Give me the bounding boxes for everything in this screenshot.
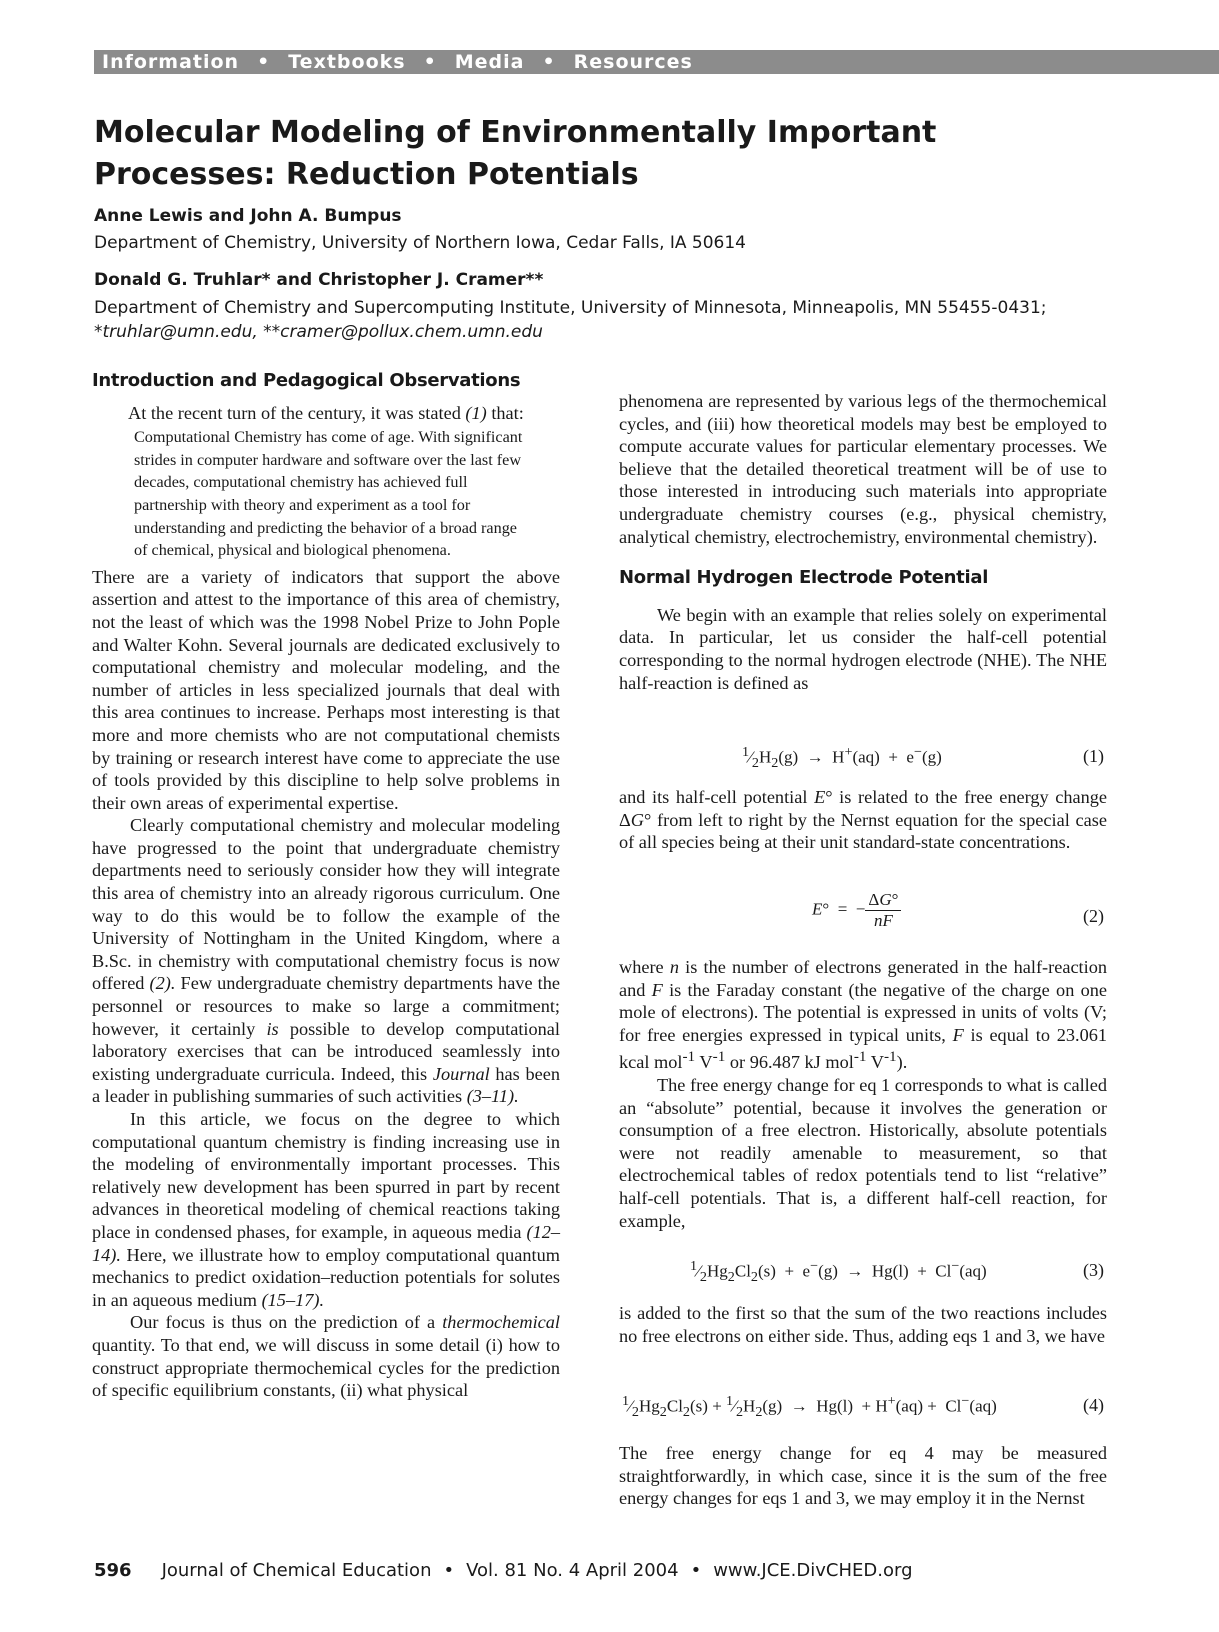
- article-title: [94, 112, 1094, 196]
- journal-volume: Vol. 81 No. 4 April 2004: [466, 1560, 679, 1581]
- section-heading-nhe: Normal Hydrogen Electrode Potential: [619, 567, 989, 589]
- citation-ref: (1): [465, 402, 487, 423]
- nav-separator-dot: •: [257, 51, 271, 73]
- paragraph-text: has been a leader in publishing summaries of such activities: [92, 1063, 560, 1107]
- affiliation-2: [94, 296, 1174, 344]
- citation-ref: (12–14).: [92, 1221, 560, 1265]
- page-number: 596: [94, 1560, 132, 1581]
- intro-text: At the recent turn of the century, it was stated: [128, 402, 466, 423]
- paragraph-text: from left to right by the Nernst equation for the special case of all species being at their unit standard-state concentrations.: [619, 809, 1107, 853]
- author-emails: *truhlar@umn.edu, **cramer@pollux.chem.umn.edu: [94, 322, 543, 342]
- equation-number: (3): [1083, 1260, 1104, 1280]
- body-paragraph: is added to the first so that the sum of the two reactions includes no free electrons on either side. Thus, adding eqs 1 and 3, we have: [619, 1303, 1107, 1346]
- paragraph-text: Clearly computational chemistry and molecular modeling have progressed to the point that undergraduate chemistry departments need to seriously consider how they will integrate this area of chemistry into an already rigorous curriculum. One way to do this would be to follow the example of the University of Nottingham in the United Kingdom, where a B.Sc. in chemistry with computational chemistry focus is now offered: [92, 815, 560, 994]
- paragraph-text: is the number of electrons generated in the half-reaction and: [619, 957, 1107, 1000]
- paragraph-text: where: [619, 957, 670, 977]
- nav-item-resources: Resources: [573, 51, 693, 73]
- emphasis-text: is: [266, 1018, 279, 1039]
- variable: F: [651, 979, 663, 1000]
- article-title-line1: Molecular Modeling of Environmentally Important: [94, 115, 937, 150]
- equation-number: (1): [1083, 746, 1104, 766]
- journal-url[interactable]: www.JCE.DivCHED.org: [713, 1560, 913, 1581]
- body-paragraph: There are a variety of indicators that support the above assertion and attest to the importance of this area of chemistry, not the least of which was the 1998 Nobel Prize to John Pople and Walter Kohn. Several journals are dedicated exclusively to computational chemistry and molecular modeling, and the number of articles in less specialized journals that deal with this area continues to increase. Perhaps most interesting is that more and more chemists who are not computational chemists by training or research interest have come to appreciate the use of tools provided by this discipline to help solve problems in their own areas of experimental expertise.: [92, 566, 560, 813]
- body-paragraph: where n is the number of electrons generated in the half-reaction and F is the Faraday constant (the negative of the charge on one mole of electrons). The potential is expressed in units of volts (V; for free energies expressed in typical units, F is equal to 23.061 kcal mol$^{-1}$ $V^{-1}$ or 96.487 kJ mol$^{-1}$ $V^{-1}$).: [619, 957, 1107, 1073]
- intro-text: that:: [486, 402, 524, 423]
- citation-ref: (3–11).: [466, 1086, 519, 1107]
- paragraph-text: is the Faraday constant (the negative of the charge on one mole of electrons). The potential is expressed in units of volts (V; for free energies expressed in typical units,: [619, 979, 1107, 1045]
- nav-separator-dot: •: [542, 51, 556, 73]
- equation-4: $^1⁄_2Hg_2Cl_2(s)$ + $^1⁄_2H_2(g) \to Hg(l) + H^+(aq) + Cl^-(aq)$: [622, 1393, 997, 1421]
- citation-ref: (2).: [149, 973, 176, 994]
- right-column-top: [619, 390, 1107, 694]
- equation-number: (2): [1083, 906, 1104, 926]
- paragraph-text: is equal to 23.061 kcal mol: [619, 1024, 1107, 1073]
- variable: F: [952, 1024, 964, 1045]
- footer-separator-dot: •: [690, 1560, 702, 1581]
- right-column-block3: [619, 956, 1107, 1232]
- header-nav-bar: [94, 50, 1219, 74]
- equation-2: E° = − $\frac{\Delta G^\circ}{nF}$: [812, 890, 901, 931]
- nav-item-textbooks: Textbooks: [288, 51, 406, 73]
- equation-3: $^1⁄_2Hg_2Cl_2(s) + e^-(g) \to Hg(l) + Cl^-(aq)$: [690, 1258, 987, 1286]
- block-quote: Computational Chemistry has come of age. With significant strides in computer hardware and software over the last few decades, computational chemistry has achieved full partnership with theory and experiment as a tool for understanding and predicting the behavior of a broad range of chemical, physical and biological phenomena.: [134, 428, 523, 560]
- paragraph-text: and its half-cell potential: [619, 787, 815, 807]
- article-title-line2: Processes: Reduction Potentials: [94, 157, 639, 192]
- author-group-2: Donald G. Truhlar* and Christopher J. Cramer**: [94, 270, 544, 290]
- footer-separator-dot: •: [443, 1560, 455, 1581]
- nav-item-information: Information: [102, 51, 240, 73]
- nav-separator-dot: •: [423, 51, 437, 73]
- body-paragraph: We begin with an example that relies solely on experimental data. In particular, let us consider the half-cell potential corresponding to the normal hydrogen electrode (NHE). The NHE half-reaction is defined as: [619, 604, 1107, 693]
- equation-1: $^1⁄_2H_2(g) \to H^+(aq) + e^-(g)$: [742, 744, 942, 772]
- paragraph-text: Few undergraduate chemistry departments have the personnel or resources to make so large a commitment; however, it certainly: [92, 973, 560, 1039]
- citation-ref: (15–17).: [261, 1289, 325, 1310]
- affiliation-2-text: Department of Chemistry and Supercomputing Institute, University of Minnesota, Minneapolis, MN 55455-0431;: [94, 298, 1047, 318]
- body-paragraph: [92, 1311, 560, 1401]
- paragraph-text: ).: [896, 1052, 908, 1073]
- body-paragraph: [92, 1108, 560, 1311]
- journal-name: Journal of Chemical Education: [161, 1560, 432, 1581]
- body-paragraph: The free energy change for eq 4 may be measured straightforwardly, in which case, since it is the sum of the free energy changes for eqs 1 and 3, we may employ it in the Nernst: [619, 1443, 1107, 1509]
- nav-item-media: Media: [454, 51, 525, 73]
- paragraph-text: In this article, we focus on the degree to which computational quantum chemistry is finding increasing use in the modeling of environmentally important processes. This relatively new development has been spurred in part by recent advances in theoretical modeling of chemical reactions taking place in condensed phases, for example, in aqueous media: [92, 1109, 560, 1242]
- emphasis-text: Journal: [432, 1063, 490, 1084]
- emphasis-text: thermochemical: [442, 1312, 560, 1333]
- right-column-block5: [619, 1442, 1107, 1510]
- paragraph-text: Here, we illustrate how to employ computational quantum mechanics to predict oxidation–reduction potentials for solutes in an aqueous medium: [92, 1244, 560, 1310]
- intro-paragraph: [92, 402, 560, 425]
- paragraph-text: quantity. To that end, we will discuss in some detail (i) how to construct appropriate thermochemical cycles for the prediction of specific equilibrium constants, (ii) what physical: [92, 1334, 560, 1401]
- paragraph-text: V: [695, 1052, 713, 1073]
- body-paragraph: The free energy change for eq 1 corresponds to what is called an “absolute” potential, because it involves the generation or consumption of a free electron. Historically, absolute potentials were not readily amenable to measurement, so that electrochemical tables of redox potentials tend to list “relative” half-cell potentials. That is, a different half-cell reaction, for example,: [619, 1075, 1107, 1231]
- body-paragraph: phenomena are represented by various legs of the thermochemical cycles, and (iii) how theoretical models may best be employed to compute accurate values for particular elementary processes. We believe that the detailed theoretical treatment will be of use to those interested in introducing such materials into appropriate undergraduate chemistry courses (e.g., physical chemistry, analytical chemistry, electrochemistry, environmental chemistry).: [619, 391, 1107, 547]
- section-heading-introduction: Introduction and Pedagogical Observations: [92, 370, 521, 391]
- variable: n: [669, 957, 679, 977]
- author-group-1: Anne Lewis and John A. Bumpus: [94, 206, 402, 226]
- equation-number: (4): [1083, 1395, 1104, 1415]
- paragraph-text: or 96.487 kJ mol: [725, 1052, 854, 1073]
- body-paragraph: and its half-cell potential E° is related to the free energy change ΔG° from left to right by the Nernst equation for the special case of all species being at their unit standard-state concentrations.: [619, 787, 1108, 853]
- affiliation-1: Department of Chemistry, University of Northern Iowa, Cedar Falls, IA 50614: [94, 233, 747, 253]
- paragraph-text: V: [866, 1052, 884, 1073]
- left-column: [92, 370, 560, 1402]
- page-footer: [94, 1560, 913, 1581]
- paragraph-text: possible to develop computational laboratory exercises that can be introduced seamlessly into existing undergraduate curricula. Indeed, this: [92, 1018, 560, 1084]
- right-column-block4: [619, 1302, 1107, 1347]
- body-paragraph: [92, 814, 560, 1108]
- paragraph-text: Our focus is thus on the prediction of a: [130, 1312, 443, 1333]
- paragraph-text: is related to the free energy change: [832, 787, 1108, 807]
- right-column-block2: [619, 786, 1107, 854]
